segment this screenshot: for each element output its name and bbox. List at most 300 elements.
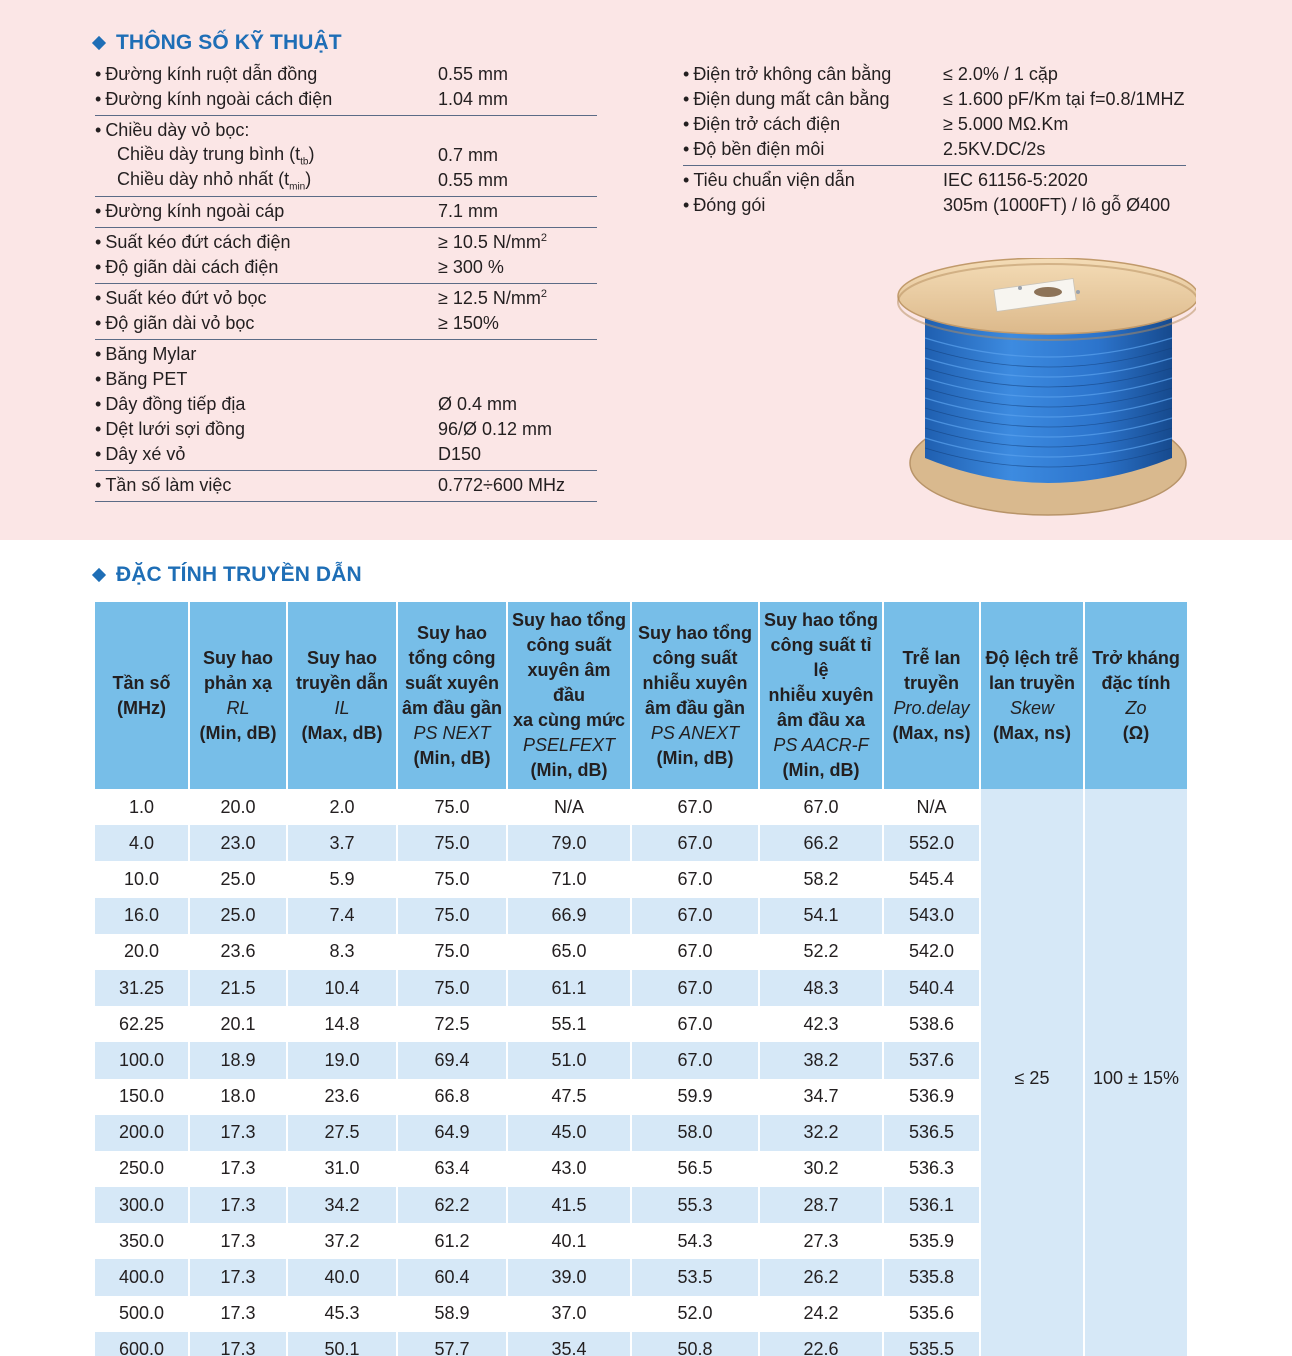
spec-label-subscript: min (289, 181, 306, 193)
table-cell: 17.3 (189, 1296, 287, 1332)
spec-label-text: Băng PET (105, 369, 188, 389)
spec-value-text: ≥ 150% (438, 313, 499, 333)
column-header-line: tổng công (408, 647, 496, 668)
bullet-icon: • (683, 64, 690, 84)
column-header-abbrev: Skew (1009, 697, 1054, 718)
spec-group (95, 197, 597, 228)
table-cell: 16.0 (95, 898, 189, 934)
table-cell: 8.3 (287, 934, 397, 970)
column-header-abbrev: RL (226, 697, 250, 718)
table-cell: 538.6 (883, 1006, 980, 1042)
spec-label (95, 288, 266, 309)
table-cell: 30.2 (759, 1151, 883, 1187)
table-cell: 10.4 (287, 970, 397, 1006)
table-cell: 67.0 (759, 789, 883, 825)
table-cell: 536.9 (883, 1079, 980, 1115)
table-cell: 62.25 (95, 1006, 189, 1042)
table-cell: 58.0 (631, 1115, 759, 1151)
spec-group (95, 60, 597, 116)
column-header-line: suất xuyên (404, 672, 500, 693)
spec-row (683, 168, 1186, 193)
bullet-icon: • (95, 394, 102, 414)
table-cell: 54.1 (759, 898, 883, 934)
column-header (1084, 602, 1187, 789)
table-cell: 38.2 (759, 1042, 883, 1078)
bullet-icon: • (683, 195, 690, 215)
cable-reel-image (890, 258, 1196, 520)
spec-label-text: Suất kéo đứt vỏ bọc (105, 288, 267, 308)
spec-group (95, 116, 597, 197)
spec-section-title: THÔNG SỐ KỸ THUẬT (92, 31, 342, 55)
table-cell: 61.2 (397, 1223, 507, 1259)
table-cell: 53.5 (631, 1259, 759, 1295)
spec-label (683, 89, 889, 110)
table-cell: 600.0 (95, 1332, 189, 1356)
table-cell: 535.9 (883, 1223, 980, 1259)
table-cell: 40.1 (507, 1223, 631, 1259)
spec-group (95, 471, 597, 502)
column-header-unit: (Max, ns) (892, 722, 971, 743)
table-cell: 20.0 (95, 934, 189, 970)
table-cell: 537.6 (883, 1042, 980, 1078)
table-cell: 71.0 (507, 861, 631, 897)
column-header (883, 602, 980, 789)
table-cell: 200.0 (95, 1115, 189, 1151)
table-cell: 26.2 (759, 1259, 883, 1295)
skew-merged-cell: ≤ 25 (980, 789, 1084, 1356)
column-header-line: Độ lệch trễ (985, 647, 1079, 668)
column-header-abbrev: PS AACR-F (773, 735, 869, 755)
column-header (287, 602, 397, 789)
table-cell: 552.0 (883, 825, 980, 861)
spec-value-text: ≥ 5.000 MΩ.Km (943, 114, 1069, 134)
bullet-icon: • (95, 444, 102, 464)
spec-row (95, 87, 597, 112)
column-header-line: nhiễu xuyên (642, 672, 748, 693)
spec-label (683, 64, 891, 85)
table-cell: 67.0 (631, 825, 759, 861)
spec-value-text: ≤ 2.0% / 1 cặp (943, 64, 1058, 84)
table-cell: 75.0 (397, 861, 507, 897)
column-header-line: Suy hao (306, 647, 377, 668)
column-header-line: phản xạ (203, 672, 273, 693)
spec-value-superscript: 2 (540, 288, 548, 300)
spec-value-text: ≤ 1.600 pF/Km tại f=0.8/1MHZ (943, 89, 1185, 109)
column-header-line: Suy hao (202, 647, 273, 668)
table-cell: 47.5 (507, 1079, 631, 1115)
spec-row (95, 442, 597, 467)
table-cell: 67.0 (631, 789, 759, 825)
bullet-icon: • (95, 475, 102, 495)
table-cell: 18.0 (189, 1079, 287, 1115)
bullet-icon: • (95, 288, 102, 308)
spec-value-text: 0.55 mm (438, 170, 509, 190)
column-header (189, 602, 287, 789)
column-header-line: (MHz) (117, 697, 166, 718)
table-cell: 540.4 (883, 970, 980, 1006)
column-header-line: nhiễu xuyên (768, 685, 874, 705)
spec-label (95, 394, 245, 415)
table-cell: 24.2 (759, 1296, 883, 1332)
table-cell: 350.0 (95, 1223, 189, 1259)
table-cell: 5.9 (287, 861, 397, 897)
spec-value-text: 2.5KV.DC/2s (943, 139, 1046, 159)
bullet-icon: • (95, 313, 102, 333)
spec-value (943, 114, 1068, 135)
table-cell: 66.2 (759, 825, 883, 861)
table-cell: 19.0 (287, 1042, 397, 1078)
table-cell: 27.3 (759, 1223, 883, 1259)
table-cell: 67.0 (631, 970, 759, 1006)
spec-row (95, 143, 597, 168)
table-cell: 50.8 (631, 1332, 759, 1356)
column-header (397, 602, 507, 789)
table-cell: 27.5 (287, 1115, 397, 1151)
table-cell: N/A (883, 789, 980, 825)
spec-value (943, 170, 1088, 191)
table-cell: 2.0 (287, 789, 397, 825)
table-cell: 75.0 (397, 825, 507, 861)
spec-value-text: D150 (438, 444, 482, 464)
column-header (507, 602, 631, 789)
spec-value (438, 475, 565, 496)
column-header-line: đặc tính (1101, 672, 1171, 693)
table-cell: 54.3 (631, 1223, 759, 1259)
table-cell: 4.0 (95, 825, 189, 861)
spec-value (943, 64, 1058, 85)
spec-label-text: Đóng gói (693, 195, 766, 215)
spec-label (95, 344, 196, 365)
table-cell: 20.1 (189, 1006, 287, 1042)
spec-label (683, 195, 765, 216)
table-cell: 67.0 (631, 861, 759, 897)
column-header-line: lan truyền (988, 672, 1076, 693)
table-cell: 67.0 (631, 934, 759, 970)
table-cell: 55.1 (507, 1006, 631, 1042)
spec-label-text: Điện trở không cân bằng (693, 64, 892, 84)
spec-row (95, 392, 597, 417)
spec-value (943, 195, 1170, 216)
table-header-row (95, 602, 1187, 789)
column-header-abbrev: Zo (1125, 697, 1147, 718)
spec-value-text: 96/Ø 0.12 mm (438, 419, 553, 439)
spec-row (95, 417, 597, 442)
spec-label (95, 201, 284, 222)
column-header-line: Tần số (112, 672, 171, 693)
bullet-icon: • (95, 120, 102, 140)
spec-label-text: Đường kính ngoài cách điện (105, 89, 333, 109)
table-cell: 66.8 (397, 1079, 507, 1115)
table-cell: 50.1 (287, 1332, 397, 1356)
column-header-line: Trễ lan (902, 647, 961, 668)
table-cell: 37.0 (507, 1296, 631, 1332)
spec-label-text: Dệt lưới sợi đồng (105, 419, 246, 439)
table-cell: 3.7 (287, 825, 397, 861)
table-cell: 51.0 (507, 1042, 631, 1078)
table-row (95, 789, 1187, 825)
spec-label-text: Đường kính ruột dẫn đồng (105, 64, 318, 84)
spec-value (438, 232, 547, 253)
spec-group (683, 166, 1186, 221)
spec-value-superscript: 2 (540, 232, 548, 244)
table-cell: 62.2 (397, 1187, 507, 1223)
bullet-icon: • (95, 369, 102, 389)
table-cell: 32.2 (759, 1115, 883, 1151)
spec-group (683, 60, 1186, 166)
bullet-icon: • (683, 139, 690, 159)
spec-value-text: 305m (1000FT) / lô gỗ Ø400 (943, 195, 1171, 215)
table-cell: 45.3 (287, 1296, 397, 1332)
spec-label (95, 64, 317, 85)
table-cell: 66.9 (507, 898, 631, 934)
spec-label (95, 120, 249, 141)
table-cell: 545.4 (883, 861, 980, 897)
column-header-abbrev: PS ANEXT (650, 722, 740, 743)
table-cell: 58.2 (759, 861, 883, 897)
spec-value (438, 288, 547, 309)
spec-value-text: ≥ 12.5 N/mm (438, 288, 541, 308)
column-header-line: công suất (652, 647, 738, 668)
spec-value (438, 419, 552, 440)
spec-label-text: Dây đồng tiếp địa (105, 394, 246, 414)
table-cell: 500.0 (95, 1296, 189, 1332)
table-cell: 250.0 (95, 1151, 189, 1187)
column-header (980, 602, 1084, 789)
table-cell: 20.0 (189, 789, 287, 825)
diamond-icon (92, 36, 106, 50)
column-header-unit: (Min, dB) (413, 747, 491, 768)
column-header-line: xuyên âm đầu (527, 660, 611, 705)
table-cell: 18.9 (189, 1042, 287, 1078)
column-header-line: Trở kháng (1092, 647, 1180, 668)
column-header-unit: (Min, dB) (530, 760, 608, 780)
spec-label (683, 139, 824, 160)
bullet-icon: • (95, 89, 102, 109)
table-cell: 52.2 (759, 934, 883, 970)
column-header-line: âm đầu gần (644, 697, 746, 718)
spec-label (95, 369, 187, 390)
column-header-unit: (Max, dB) (301, 722, 383, 743)
spec-row (95, 62, 597, 87)
spec-group (95, 284, 597, 340)
table-cell: 535.5 (883, 1332, 980, 1356)
table-cell: 31.25 (95, 970, 189, 1006)
table-cell: 63.4 (397, 1151, 507, 1187)
column-header-line: Suy hao tổng (638, 622, 752, 643)
spec-value-text: 0.772÷600 MHz (438, 475, 565, 495)
spec-label-text: Chiều dày trung bình (t (117, 143, 301, 164)
column-header (759, 602, 883, 789)
table-cell: 39.0 (507, 1259, 631, 1295)
spec-label (683, 170, 855, 191)
diamond-icon (92, 568, 106, 582)
spec-label-text: Chiều dày nhỏ nhất (t (117, 168, 290, 189)
table-cell: 300.0 (95, 1187, 189, 1223)
spec-row (95, 118, 597, 143)
column-header-line: công suất tỉ lệ (770, 635, 872, 680)
spec-row (95, 168, 597, 193)
table-cell: 17.3 (189, 1332, 287, 1356)
spec-group (95, 228, 597, 284)
spec-label-text: Độ giãn dài cách điện (105, 257, 279, 277)
table-cell: 34.7 (759, 1079, 883, 1115)
table-cell: 543.0 (883, 898, 980, 934)
table-cell: 23.6 (189, 934, 287, 970)
column-header-unit: (Ω) (1122, 722, 1150, 743)
spec-value (438, 201, 498, 222)
spec-value (438, 64, 508, 85)
spec-label-text: Điện dung mất cân bằng (693, 89, 890, 109)
table-cell: 56.5 (631, 1151, 759, 1187)
spec-row (683, 112, 1186, 137)
spec-label (95, 89, 332, 110)
table-cell: 58.9 (397, 1296, 507, 1332)
bullet-icon: • (95, 257, 102, 277)
table-cell: 64.9 (397, 1115, 507, 1151)
bullet-icon: • (95, 344, 102, 364)
spec-row (683, 193, 1186, 218)
spec-value (438, 170, 508, 191)
table-cell: 31.0 (287, 1151, 397, 1187)
spec-value (943, 139, 1045, 160)
column-header (631, 602, 759, 789)
spec-row (683, 87, 1186, 112)
table-cell: 14.8 (287, 1006, 397, 1042)
table-cell: 22.6 (759, 1332, 883, 1356)
spec-value-text: IEC 61156-5:2020 (943, 170, 1088, 190)
column-header-line: truyền dẫn (295, 672, 388, 693)
column-header-line: công suất (526, 635, 612, 655)
table-cell: 28.7 (759, 1187, 883, 1223)
spec-label (95, 313, 254, 334)
spec-value (438, 257, 504, 278)
table-cell: 17.3 (189, 1259, 287, 1295)
table-cell: 41.5 (507, 1187, 631, 1223)
spec-row (95, 473, 597, 498)
table-cell: 75.0 (397, 934, 507, 970)
column-header-abbrev: PSELFEXT (522, 735, 616, 755)
spec-row (95, 230, 597, 255)
spec-list-left (95, 60, 597, 502)
spec-row (683, 62, 1186, 87)
column-header-line: xa cùng mức (512, 710, 626, 730)
table-cell: 17.3 (189, 1187, 287, 1223)
table-cell: 535.8 (883, 1259, 980, 1295)
bullet-icon: • (683, 89, 690, 109)
transmission-section-title: ĐẶC TÍNH TRUYỀN DẪN (92, 563, 362, 587)
table-cell: 48.3 (759, 970, 883, 1006)
table-cell: 43.0 (507, 1151, 631, 1187)
spec-row (95, 255, 597, 280)
bullet-icon: • (95, 64, 102, 84)
spec-label-text: Đường kính ngoài cáp (105, 201, 285, 221)
spec-value-text: ≥ 10.5 N/mm (438, 232, 541, 252)
table-cell: 35.4 (507, 1332, 631, 1356)
column-header-unit: (Min, dB) (199, 722, 277, 743)
column-header-line: truyền (903, 672, 959, 693)
bullet-icon: • (95, 201, 102, 221)
spec-label-text: Điện trở cách điện (693, 114, 841, 134)
spec-value-text: 0.7 mm (438, 145, 499, 165)
table-cell: 75.0 (397, 970, 507, 1006)
table-cell: 17.3 (189, 1151, 287, 1187)
table-cell: 67.0 (631, 898, 759, 934)
spec-label-text: Tần số làm việc (105, 475, 232, 495)
table-cell: N/A (507, 789, 631, 825)
table-cell: 1.0 (95, 789, 189, 825)
table-cell: 67.0 (631, 1042, 759, 1078)
spec-label-subscript: tb (300, 156, 309, 168)
spec-label-text: Tiêu chuẩn viện dẫn (693, 170, 855, 190)
table-cell: 25.0 (189, 861, 287, 897)
spec-value (438, 89, 508, 110)
bullet-icon: • (683, 114, 690, 134)
column-header-abbrev: PS NEXT (413, 722, 491, 743)
spec-row (95, 342, 597, 367)
spec-row (95, 286, 597, 311)
table-cell: 536.3 (883, 1151, 980, 1187)
spec-value (438, 313, 499, 334)
column-header-line: Suy hao (416, 622, 487, 643)
spec-label (95, 232, 290, 253)
table-cell: 17.3 (189, 1223, 287, 1259)
spec-label-tail: ) (305, 168, 312, 189)
column-header-line: Suy hao tổng (512, 610, 626, 630)
bullet-icon: • (95, 419, 102, 439)
column-header-unit: (Min, dB) (656, 747, 734, 768)
spec-value-text: 7.1 mm (438, 201, 499, 221)
table-cell: 542.0 (883, 934, 980, 970)
column-header-abbrev: IL (334, 697, 350, 718)
spec-label (95, 475, 231, 496)
column-header-unit: (Max, ns) (992, 722, 1071, 743)
spec-label (95, 419, 245, 440)
column-header (95, 602, 189, 789)
spec-label-tail: ) (308, 143, 315, 164)
table-cell: 72.5 (397, 1006, 507, 1042)
spec-value (438, 394, 517, 415)
table-cell: 150.0 (95, 1079, 189, 1115)
spec-value-text: 0.55 mm (438, 64, 509, 84)
spec-value (943, 89, 1184, 110)
table-cell: 75.0 (397, 898, 507, 934)
spec-row (95, 311, 597, 336)
spec-group (95, 340, 597, 471)
table-cell: 69.4 (397, 1042, 507, 1078)
table-cell: 21.5 (189, 970, 287, 1006)
column-header-unit: (Min, dB) (782, 760, 860, 780)
table-cell: 536.5 (883, 1115, 980, 1151)
table-cell: 25.0 (189, 898, 287, 934)
table-cell: 57.7 (397, 1332, 507, 1356)
table-cell: 59.9 (631, 1079, 759, 1115)
table-cell: 23.6 (287, 1079, 397, 1115)
impedance-merged-cell: 100 ± 15% (1084, 789, 1187, 1356)
bullet-icon: • (683, 170, 690, 190)
table-cell: 400.0 (95, 1259, 189, 1295)
table-cell: 61.1 (507, 970, 631, 1006)
table-cell: 34.2 (287, 1187, 397, 1223)
spec-label-text: Dây xé vỏ (105, 444, 186, 464)
spec-label-text: Độ giãn dài vỏ bọc (105, 313, 255, 333)
table-cell: 10.0 (95, 861, 189, 897)
column-header-line: Suy hao tổng (764, 610, 878, 630)
table-cell: 536.1 (883, 1187, 980, 1223)
spec-label (95, 144, 314, 168)
table-cell: 100.0 (95, 1042, 189, 1078)
table-cell: 79.0 (507, 825, 631, 861)
spec-row (683, 137, 1186, 162)
